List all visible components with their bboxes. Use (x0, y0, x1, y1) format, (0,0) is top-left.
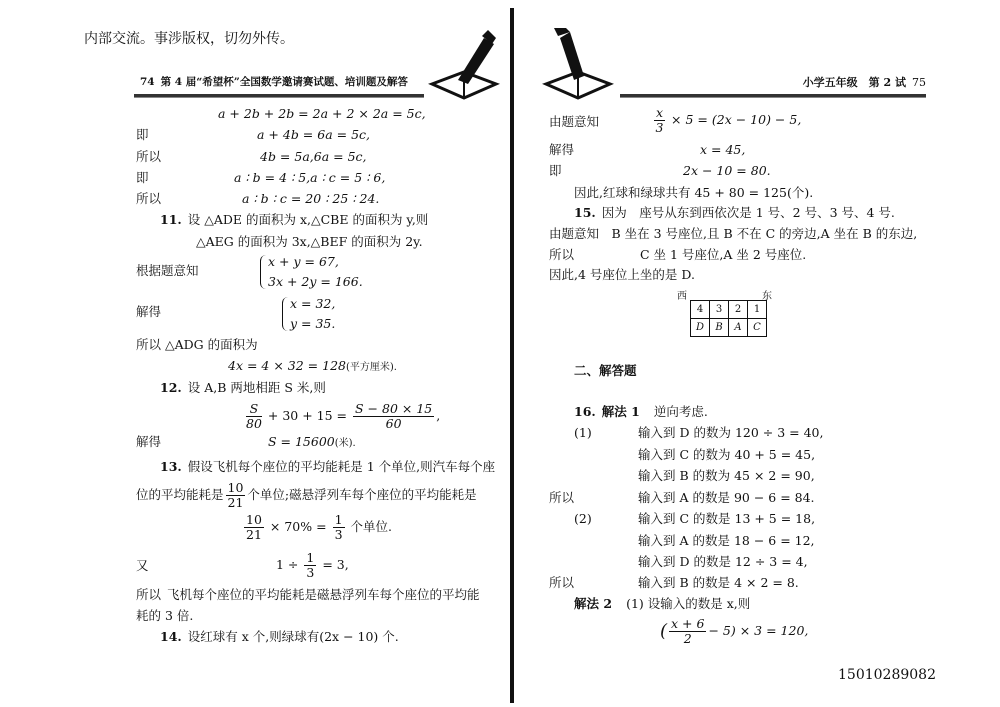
question-text: 因为 座号从东到西依次是 1 号、2 号、3 号、4 号. (601, 205, 895, 220)
line-label: 所以 (136, 191, 162, 206)
fraction-equation: $\frac{S}{80}$ + 30 + 15 = $\frac{S - 80 \times 15}{60}$ , (246, 401, 441, 431)
equation-line: 输入到 A 的数是 18 − 6 = 12, (638, 533, 815, 548)
seat-number-row (691, 301, 767, 319)
header-rule (620, 94, 926, 98)
method-2-row (574, 598, 750, 611)
part-label: (1) (574, 425, 592, 440)
seat-number-cell: 1 (748, 301, 767, 319)
west-label: 西 (677, 291, 687, 302)
equation-line: 输入到 B 的数为 45 × 2 = 90, (638, 468, 815, 483)
equation-line: 输入到 B 的数是 4 × 2 = 8. (638, 575, 799, 590)
question-14 (160, 631, 399, 644)
seat-number-cell: 2 (729, 301, 748, 319)
method-label: 解法 2 (574, 596, 613, 611)
question-number: 11. (160, 212, 182, 227)
question-text: (1) 设输入的数是 x,则 (626, 596, 751, 611)
question-text: 假设飞机每个座位的平均能耗是 1 个单位,则汽车每个座 (187, 459, 496, 474)
equation-line: 输入到 C 的数是 13 + 5 = 18, (638, 511, 816, 526)
header-rule (134, 94, 424, 98)
equation-line: y = 35. (290, 316, 336, 331)
question-text: 设 △ADE 的面积为 x,△CBE 的面积为 y,则 (187, 212, 429, 227)
question-text: 设 A,B 两地相距 S 米,则 (187, 380, 326, 395)
line-label: 解得 (549, 142, 575, 157)
seat-person-row (691, 319, 767, 337)
equation-line: a ∶ b = 4 ∶ 5,a ∶ c = 5 ∶ 6, (234, 170, 386, 185)
fraction: $\frac{S - 80 \times 15}{60}$ (355, 401, 433, 431)
line-label: 由题意知 (549, 114, 600, 129)
line-label: 所以 (549, 490, 575, 505)
equation-line: a + 4b = 6a = 5c, (257, 127, 371, 142)
question-text: 位的平均能耗是 $\frac{10}{21}$ 个单位;磁悬浮列车每个座位的平均能耗是 (136, 480, 477, 510)
equation-line: S = 15600 (268, 434, 335, 449)
conclusion-13 (136, 589, 480, 602)
pen-book-icon (428, 28, 500, 104)
brace (282, 297, 288, 331)
pen-book-icon (542, 28, 614, 104)
left-header-row (140, 77, 408, 88)
question-11 (160, 214, 428, 227)
equation-line: 4b = 5a,6a = 5c, (260, 149, 367, 164)
line-label: 所以 (549, 247, 575, 262)
equation-line: 输入到 A 的数是 90 − 6 = 84. (638, 490, 815, 505)
brace (260, 255, 266, 289)
unit: (米). (334, 438, 356, 449)
line-label: 解得 (136, 434, 162, 449)
seat-person-cell: D (691, 319, 710, 337)
part-label: (2) (574, 511, 592, 526)
equation-line: x + y = 67, (268, 254, 339, 269)
equation-line: 输入到 C 的数为 40 + 5 = 45, (638, 447, 816, 462)
equation-line: 2x − 10 = 80. (683, 163, 771, 178)
seat-number-cell: 3 (710, 301, 729, 319)
line-label: 即 (549, 163, 562, 178)
question-text: 因此,4 号座位上坐的是 D. (549, 267, 695, 282)
fraction-equation: $\frac{x}{3}$ × 5 = (2x − 10) − 5, (655, 105, 802, 135)
question-text: 所以 △ADG 的面积为 (136, 337, 258, 352)
question-13 (160, 461, 495, 474)
line-label: 解得 (136, 304, 162, 319)
equation-line: a ∶ b ∶ c = 20 ∶ 25 ∶ 24. (242, 191, 380, 206)
line-label: 所以 (136, 587, 162, 602)
equation-line: 输入到 D 的数为 120 ÷ 3 = 40, (638, 425, 824, 440)
spine-divider (510, 8, 514, 703)
seat-number-cell: 4 (691, 301, 710, 319)
line-label: 所以 (549, 575, 575, 590)
right-page-number: 75 (912, 76, 926, 89)
question-text: △AEG 的面积为 3x,△BEF 的面积为 2y. (196, 234, 423, 249)
left-page-number: 74 (140, 76, 155, 88)
equation-line: a + 2b + 2b = 2a + 2 × 2a = 5c, (218, 106, 426, 121)
question-text: 逆向考虑. (653, 404, 708, 419)
question-number: 16. (574, 404, 596, 419)
equation-line: 3x + 2y = 166. (268, 274, 363, 289)
line-label: 又 (136, 558, 149, 573)
right-header: 小学五年级 第 2 试 (802, 76, 906, 89)
question-16 (574, 406, 708, 419)
line-label: 即 (136, 127, 149, 142)
question-number: 15. (574, 205, 596, 220)
question-number: 12. (160, 380, 182, 395)
question-text: 设红球有 x 个,则绿球有(2x − 10) 个. (187, 629, 399, 644)
equation-line: 4x = 4 × 32 = 128 (228, 358, 346, 373)
unit: (平方厘米). (345, 362, 397, 373)
question-12 (160, 382, 326, 395)
east-label: 东 (762, 291, 772, 302)
question-text: 飞机每个座位的平均能耗是磁悬浮列车每个座位的平均能 (167, 587, 480, 602)
seat-person-cell: C (748, 319, 767, 337)
line-label: 所以 (136, 149, 162, 164)
watermark: 内部交流。事涉版权，切勿外传。 (84, 31, 294, 47)
equation-line: x = 32, (290, 296, 336, 311)
question-text: 耗的 3 倍. (136, 608, 194, 623)
seat-person-cell: A (729, 319, 748, 337)
section-heading: 二、解答题 (574, 363, 637, 378)
seat-person-cell: B (710, 319, 729, 337)
left-header: 第 4 届“希望杯”全国数学邀请赛试题、培训题及解答 (160, 76, 408, 88)
method-label: 解法 1 (601, 404, 640, 419)
question-text: 由题意知 B 坐在 3 号座位,且 B 不在 C 的旁边,A 坐在 B 的东边, (549, 226, 918, 241)
line-label: 即 (136, 170, 149, 185)
phone-number: 15010289082 (838, 667, 936, 683)
equation-line: 输入到 D 的数是 12 ÷ 3 = 4, (638, 554, 808, 569)
fraction-equation: $\frac{10}{21}$ × 70% = $\frac{1}{3}$ 个单位. (246, 512, 392, 542)
fraction-equation: ( $\frac{x + 6}{2}$ − 5) × 3 = 120, (660, 616, 809, 646)
question-15 (574, 207, 895, 220)
seat-table (690, 300, 767, 337)
question-number: 13. (160, 459, 182, 474)
question-number: 14. (160, 629, 182, 644)
question-text: C 坐 1 号座位,A 坐 2 号座位. (640, 247, 807, 262)
question-text: 因此,红球和绿球共有 45 + 80 = 125(个). (574, 185, 814, 200)
fraction-equation: 1 ÷ $\frac{1}{3}$ = 3, (276, 550, 349, 580)
equation-line: x = 45, (700, 142, 746, 157)
line-label: 根据题意知 (136, 263, 199, 278)
fraction: $\frac{S}{80}$ (246, 401, 262, 431)
right-header-row (803, 77, 926, 88)
